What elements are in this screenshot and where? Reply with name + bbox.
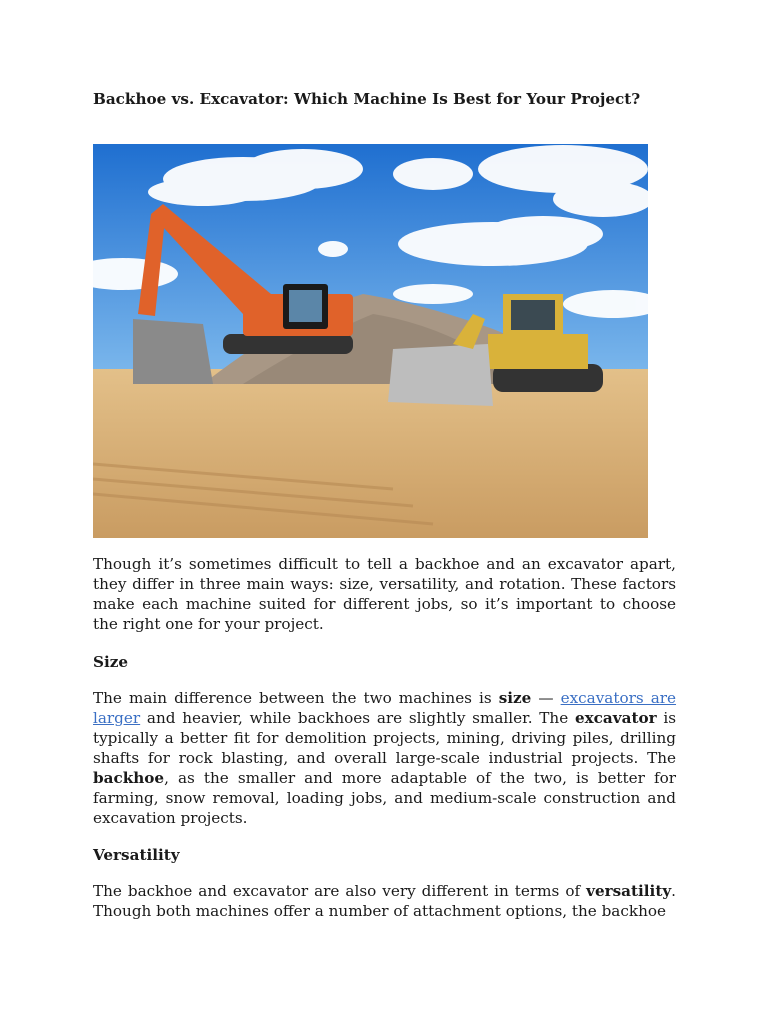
size-text-1: The main difference between the two machines is <box>93 689 499 707</box>
size-heading: Size <box>93 653 129 671</box>
size-bold: size <box>498 689 532 707</box>
versatility-heading: Versatility <box>93 846 180 864</box>
versatility-paragraph <box>93 881 676 921</box>
size-paragraph <box>93 688 676 828</box>
excavators-larger-link[interactable]: excavators are larger <box>93 689 677 727</box>
size-text-4: , as the smaller and more adaptable of the two, is better for farming, snow removal, loading jobs, and medium-scale construction and excavation projects. <box>93 769 676 827</box>
vers-text-1: The backhoe and excavator are also very different in terms of <box>93 882 587 900</box>
intro-paragraph: Though it’s sometimes difficult to tell a backhoe and an excavator apart, they differ in three main ways: size, versatility, and rotation. These factors make each machine suited for different jobs, so it’s important to choose the right one for your project. <box>93 555 676 633</box>
versatility-bold: versatility <box>586 882 672 900</box>
excavator-bold: excavator <box>574 709 657 727</box>
construction-site-photo <box>93 144 648 538</box>
vers-text-2: . Though both machines offer a number of attachment options, the backhoe <box>93 882 676 920</box>
size-text-2: and heavier, while backhoes are slightly smaller. The <box>140 709 575 727</box>
size-text-3: is typically a better fit for demolition projects, mining, driving piles, drilling shafts for rock blasting, and overall large-scale industrial projects. The <box>93 709 676 767</box>
size-dash: — <box>531 689 561 707</box>
backhoe-bold: backhoe <box>93 769 165 787</box>
article-title: Backhoe vs. Excavator: Which Machine Is Best for Your Project? <box>93 90 641 108</box>
